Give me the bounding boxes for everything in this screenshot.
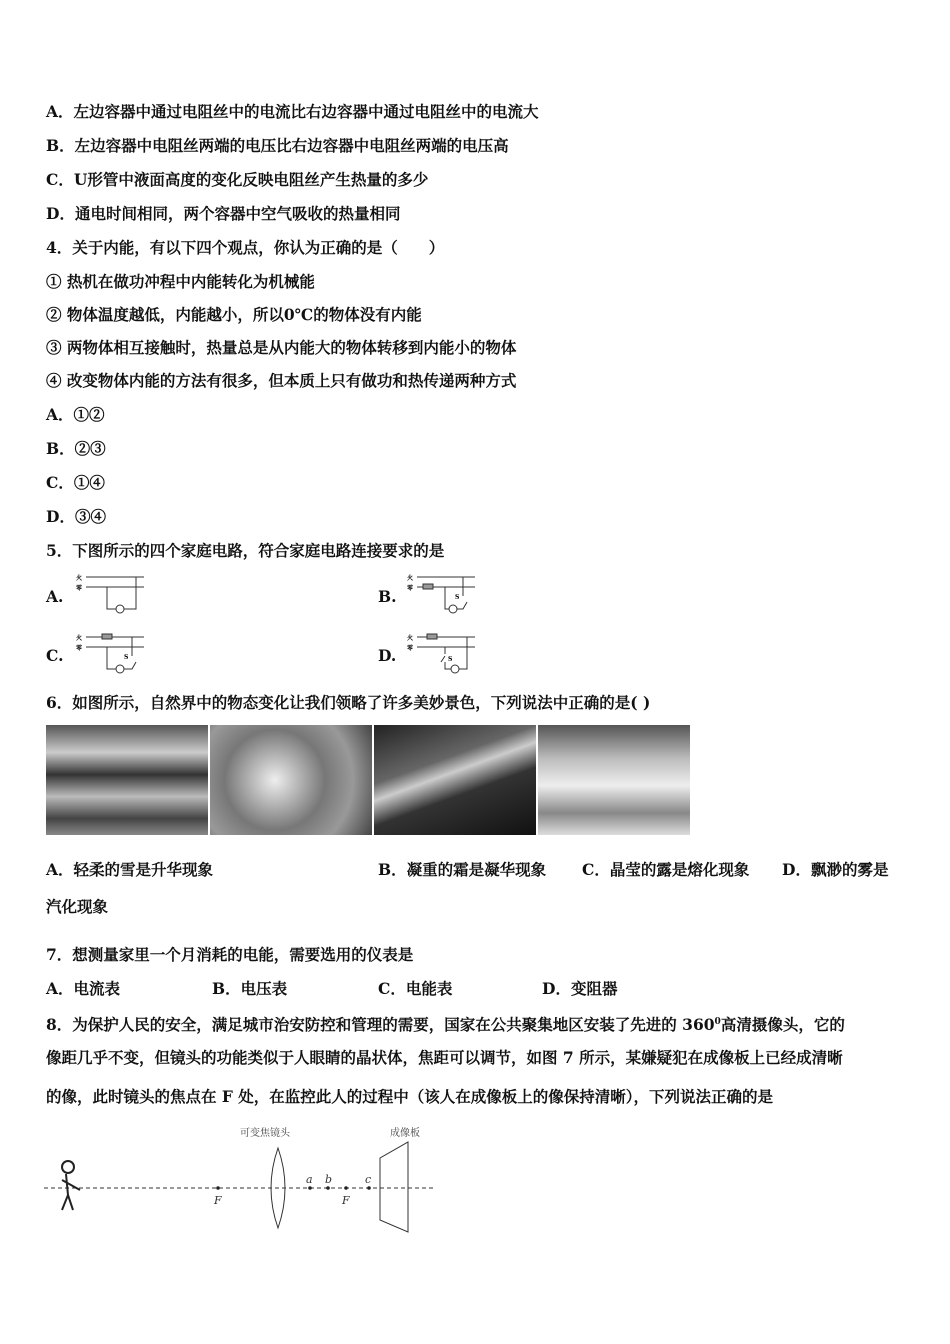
q6-stem: 6．如图所示，自然界中的物态变化让我们领略了许多美妙景色，下列说法中正确的是( ) [46, 693, 651, 712]
photo-dew [374, 725, 536, 835]
q3-option-d: D．通电时间相同，两个容器中空气吸收的热量相同 [46, 204, 401, 223]
svg-text:可变焦镜头: 可变焦镜头 [240, 1128, 290, 1139]
q6-option-b: B．凝重的霜是凝华现象 [378, 860, 547, 879]
svg-text:c: c [365, 1173, 372, 1186]
svg-text:火: 火 [407, 635, 414, 642]
q3-option-a: A．左边容器中通过电阻丝中的电流比右边容器中通过电阻丝中的电流大 [46, 102, 539, 121]
svg-text:火: 火 [407, 575, 414, 582]
person-figure [62, 1161, 80, 1210]
q7-stem: 7．想测量家里一个月消耗的电能，需要选用的仪表是 [46, 945, 414, 964]
svg-text:b: b [325, 1173, 333, 1186]
q6-option-d: D．飘渺的雾是 [782, 860, 889, 879]
q5-option-d: D. [378, 646, 397, 665]
q5-option-b: B. [378, 587, 397, 606]
photo-frost [210, 725, 372, 835]
circuit-diagram-d [405, 632, 481, 676]
photo-fog [538, 725, 690, 835]
q3-option-b: B．左边容器中电阻丝两端的电压比右边容器中电阻丝两端的电压高 [46, 136, 509, 155]
svg-text:a: a [306, 1173, 313, 1186]
q6-option-c: C．晶莹的露是熔化现象 [582, 860, 750, 879]
q7-option-a: A．电流表 [46, 979, 121, 998]
q4-statement: ② 物体温度越低，内能越小，所以0℃的物体没有内能 [46, 305, 422, 324]
svg-text:零: 零 [76, 645, 83, 652]
circuit-diagram-b [405, 572, 481, 616]
q4-statement: ④ 改变物体内能的方法有很多，但本质上只有做功和热传递两种方式 [46, 371, 517, 390]
svg-text:零: 零 [407, 645, 414, 652]
q5-option-a: A. [46, 587, 64, 606]
svg-text:F: F [342, 1194, 350, 1207]
q7-option-b: B．电压表 [212, 979, 288, 998]
q3-option-c: C．U形管中液面高度的变化反映电阻丝产生热量的多少 [46, 170, 429, 189]
q4-option-a: A．①② [46, 405, 105, 424]
svg-text:S: S [455, 594, 460, 601]
svg-text:F: F [214, 1194, 222, 1207]
photo-snow [46, 725, 208, 835]
q8-line-1: 8．为保护人民的安全，满足城市治安防控和管理的需要，国家在公共聚集地区安装了先进的 $360^0$高清摄像头，它的 [46, 1015, 845, 1035]
q7-option-c: C．电能表 [378, 979, 453, 998]
q4-option-d: D．③④ [46, 507, 106, 526]
q4-option-b: B．②③ [46, 439, 106, 458]
q5-stem: 5．下图所示的四个家庭电路，符合家庭电路连接要求的是 [46, 541, 445, 560]
q4-stem: 4．关于内能，有以下四个观点，你认为正确的是（ ） [46, 238, 445, 257]
svg-text:火: 火 [76, 575, 83, 582]
q4-statement: ① 热机在做功冲程中内能转化为机械能 [46, 272, 315, 291]
svg-text:S: S [448, 656, 453, 663]
q5-option-c: C. [46, 646, 64, 665]
q4-option-c: C．①④ [46, 473, 105, 492]
circuit-diagram-a [74, 572, 150, 616]
svg-text:零: 零 [407, 585, 414, 592]
lens-diagram [40, 1120, 460, 1240]
q6-option-a: A．轻柔的雪是升华现象 [46, 860, 214, 879]
q7-option-d: D．变阻器 [542, 979, 618, 998]
svg-text:零: 零 [76, 585, 83, 592]
svg-text:S: S [124, 654, 129, 661]
q6-option-d-continuation: 汽化现象 [46, 897, 109, 916]
svg-text:成像板: 成像板 [390, 1128, 420, 1139]
q8-line-2: 像距几乎不变，但镜头的功能类似于人眼睛的晶状体，焦距可以调节，如图 7 所示，某嫌疑犯在成像板上已经成清晰 [46, 1048, 843, 1067]
circuit-diagram-c [74, 632, 150, 676]
q4-statement: ③ 两物体相互接触时，热量总是从内能大的物体转移到内能小的物体 [46, 338, 517, 357]
q8-line-3: 的像，此时镜头的焦点在 F 处，在监控此人的过程中（该人在成像板上的像保持清晰），下列说法正确的是 [46, 1087, 774, 1106]
svg-text:火: 火 [76, 635, 83, 642]
